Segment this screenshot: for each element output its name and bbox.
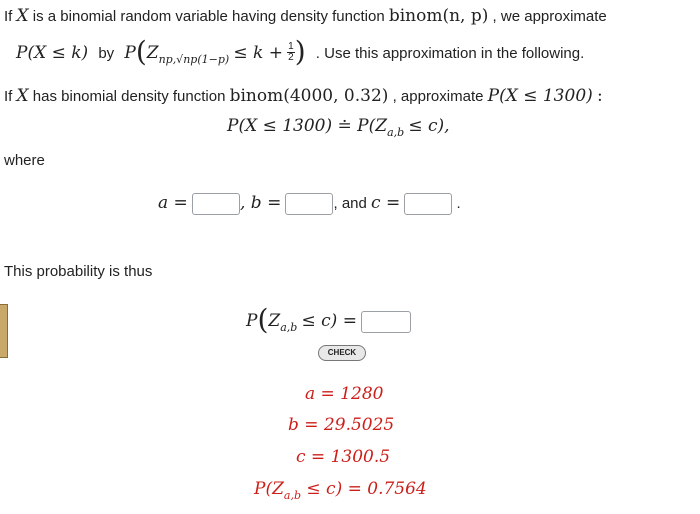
probability-label: This probability is thus [4, 263, 153, 280]
b-input[interactable] [285, 193, 333, 215]
answer-probability: $P(Z_{a,b} \le c) = 0.7564$ [254, 479, 427, 502]
intro-text: , we approximate [492, 8, 607, 25]
and-label: , and [333, 195, 367, 212]
probability-input[interactable] [361, 311, 411, 333]
answer-c: c = 1300.5 [296, 447, 391, 467]
var-x: X [16, 86, 29, 106]
a-input[interactable] [192, 193, 240, 215]
a-label: a = [158, 193, 188, 213]
answer-a: a = 1280 [305, 384, 384, 404]
approx-left: P(X ≤ k) [16, 43, 89, 63]
intro-text: . Use this approximation in the following. [315, 45, 585, 62]
problem-text: , approximate [392, 88, 484, 105]
eq-rhs: ≤ c), [408, 116, 450, 136]
approx-z: Z [146, 43, 159, 63]
intro-line-1 [4, 6, 607, 26]
eq-z: Z [375, 116, 388, 136]
approx-equation [227, 116, 450, 139]
prob-p: P [246, 311, 258, 331]
params-row [158, 193, 461, 215]
period: . [456, 195, 461, 212]
by-text: by [98, 45, 115, 62]
paren-open: ( [135, 35, 147, 68]
eq-sub: a,b [387, 126, 405, 139]
side-tab[interactable] [0, 304, 8, 358]
binom-params: binom(4000, 0.32) [229, 86, 389, 106]
approx-p: P [124, 43, 136, 63]
binom-np: binom(n, p) [388, 6, 489, 26]
colon: : [596, 86, 603, 106]
probability-equation [246, 300, 411, 336]
c-input[interactable] [404, 193, 452, 215]
b-label: , b = [239, 193, 282, 213]
problem-line [4, 86, 603, 106]
approx-leq: ≤ k + [233, 43, 283, 63]
answer-b: b = 29.5025 [288, 415, 395, 435]
where-label: where [4, 152, 45, 169]
eq-lhs: P(X ≤ 1300) ≐ P( [227, 116, 376, 136]
paren-close: ) [294, 35, 306, 68]
prob-z: Z [268, 311, 281, 331]
intro-text: If [4, 8, 13, 25]
check-button[interactable]: CHECK [318, 345, 366, 361]
problem-text: If [4, 88, 13, 105]
prob-sub: a,b [280, 321, 298, 334]
paren-open: ( [257, 303, 269, 336]
c-label: c = [371, 193, 401, 213]
problem-prob: P(X ≤ 1300) [487, 86, 593, 106]
var-x: X [16, 6, 29, 26]
prob-rest: ≤ c) = [301, 311, 357, 331]
half-fraction: $\frac{1}{2}$ [288, 40, 294, 63]
intro-text: is a binomial random variable having density function [32, 8, 385, 25]
problem-text: has binomial density function [32, 88, 226, 105]
intro-line-2 [16, 32, 585, 68]
approx-sub: np,√np(1−p) [158, 53, 230, 66]
